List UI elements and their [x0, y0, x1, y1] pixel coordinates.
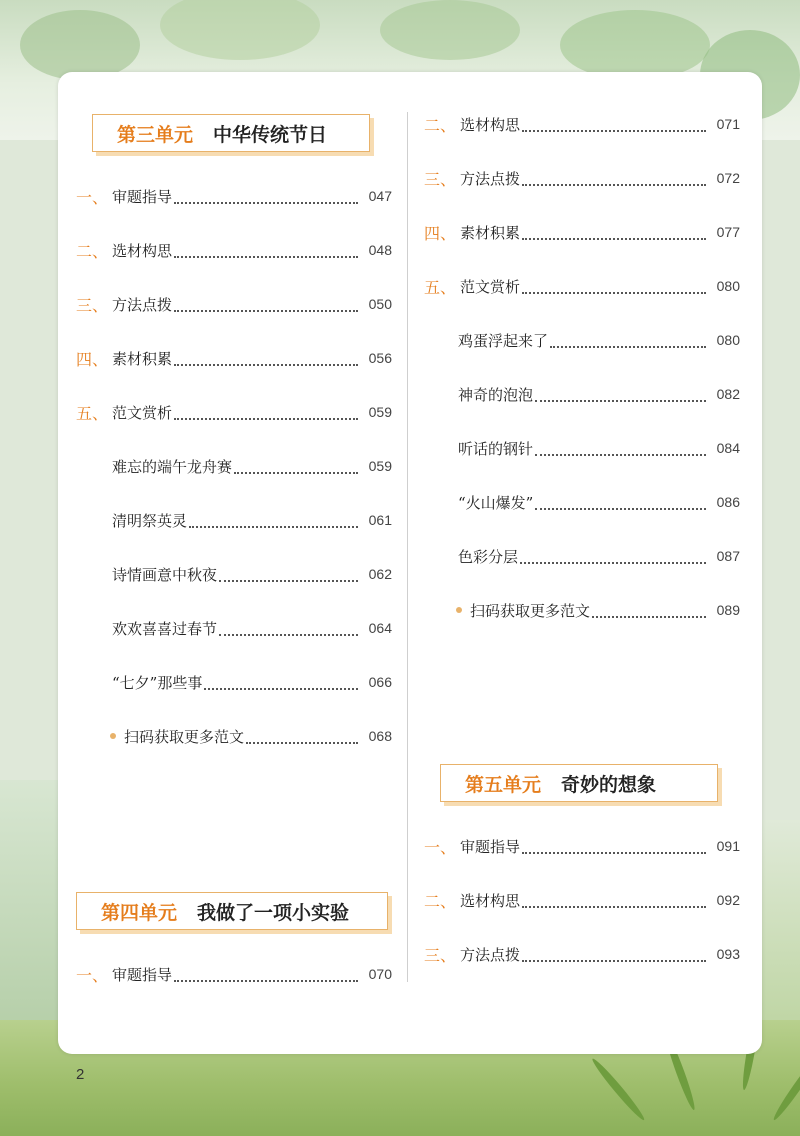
- entry-index: 三、: [76, 295, 109, 315]
- leader-dots: [174, 970, 358, 982]
- entry-label: 诗情画意中秋夜: [112, 565, 218, 584]
- leader-dots: [522, 896, 706, 908]
- leader-dots: [520, 552, 706, 564]
- entry-page: 062: [368, 566, 392, 582]
- entry-page: 071: [716, 116, 740, 132]
- entry-label: 方法点拨: [460, 945, 521, 964]
- toc-entry[interactable]: [424, 166, 740, 190]
- toc-entry[interactable]: [424, 112, 740, 136]
- toc-sub-entry[interactable]: [458, 328, 740, 352]
- leader-dots: [174, 354, 358, 366]
- unit-title: 奇妙的想象: [561, 773, 657, 796]
- toc-entry[interactable]: [424, 220, 740, 244]
- leaf-cluster: [380, 0, 520, 60]
- leader-dots: [204, 678, 358, 690]
- unit-number: 第五单元: [465, 773, 542, 796]
- leader-dots: [189, 516, 358, 528]
- toc-entry[interactable]: [76, 238, 392, 262]
- entry-index: 一、: [76, 965, 109, 985]
- entry-label: 难忘的端午龙舟赛: [112, 457, 233, 476]
- entry-label: 选材构思: [460, 115, 521, 134]
- toc-entry[interactable]: [424, 834, 740, 858]
- bullet-icon: [456, 607, 462, 613]
- entry-page: 089: [716, 602, 740, 618]
- entry-index: 一、: [76, 187, 109, 207]
- toc-sub-entry[interactable]: [112, 454, 392, 478]
- leaf-cluster: [20, 10, 140, 80]
- entry-page: 059: [368, 458, 392, 474]
- toc-sub-entry[interactable]: [458, 436, 740, 460]
- entry-label: 选材构思: [112, 241, 173, 260]
- entry-label: 范文赏析: [460, 277, 521, 296]
- unit-title: 我做了一项小实验: [197, 901, 350, 924]
- entry-page: 080: [716, 332, 740, 348]
- leader-dots: [219, 570, 358, 582]
- unit-number: 第三单元: [117, 123, 194, 146]
- leader-dots: [174, 246, 358, 258]
- toc-sub-entry[interactable]: [458, 382, 740, 406]
- scan-more-link[interactable]: [456, 598, 740, 622]
- entry-index: 一、: [424, 837, 457, 857]
- entry-label: 审题指导: [460, 837, 521, 856]
- leader-dots: [522, 120, 706, 132]
- toc-sub-entry[interactable]: [458, 490, 740, 514]
- entry-page: 091: [716, 838, 740, 854]
- toc-entry[interactable]: [424, 942, 740, 966]
- unit-4-header: [76, 892, 388, 930]
- entry-index: 五、: [424, 277, 457, 297]
- toc-entry[interactable]: [424, 274, 740, 298]
- entry-label: 神奇的泡泡: [458, 385, 534, 404]
- entry-page: 072: [716, 170, 740, 186]
- toc-entry[interactable]: [76, 184, 392, 208]
- entry-index: 四、: [424, 223, 457, 243]
- entry-index: 五、: [76, 403, 109, 423]
- entry-page: 066: [368, 674, 392, 690]
- leader-dots: [522, 228, 706, 240]
- entry-label: “火山爆发”: [458, 493, 534, 512]
- toc-sub-entry[interactable]: [112, 508, 392, 532]
- unit-number: 第四单元: [101, 901, 178, 924]
- unit-3-header: [92, 114, 370, 152]
- entry-page: 048: [368, 242, 392, 258]
- entry-label: 审题指导: [112, 965, 173, 984]
- entry-index: 二、: [76, 241, 109, 261]
- unit-5-header: [440, 764, 718, 802]
- entry-label: 扫码获取更多范文: [470, 601, 591, 620]
- leader-dots: [174, 408, 358, 420]
- leaf-cluster: [560, 10, 710, 80]
- toc-sub-entry[interactable]: [112, 616, 392, 640]
- entry-page: 050: [368, 296, 392, 312]
- entry-label: 选材构思: [460, 891, 521, 910]
- leader-dots: [522, 174, 706, 186]
- toc-entry[interactable]: [424, 888, 740, 912]
- toc-sub-entry[interactable]: [112, 562, 392, 586]
- entry-page: 059: [368, 404, 392, 420]
- leader-dots: [522, 282, 706, 294]
- toc-sub-entry[interactable]: [112, 670, 392, 694]
- entry-page: 086: [716, 494, 740, 510]
- entry-index: 三、: [424, 945, 457, 965]
- entry-page: 064: [368, 620, 392, 636]
- toc-entry[interactable]: [76, 400, 392, 424]
- leader-dots: [550, 336, 706, 348]
- bullet-icon: [110, 733, 116, 739]
- toc-entry[interactable]: [76, 346, 392, 370]
- entry-page: 084: [716, 440, 740, 456]
- leader-dots: [219, 624, 358, 636]
- entry-label: 听话的钢针: [458, 439, 534, 458]
- page-number: 2: [76, 1066, 85, 1083]
- entry-page: 092: [716, 892, 740, 908]
- entry-page: 068: [368, 728, 392, 744]
- entry-index: 二、: [424, 891, 457, 911]
- entry-label: 清明祭英灵: [112, 511, 188, 530]
- entry-label: 鸡蛋浮起来了: [458, 331, 549, 350]
- entry-label: “七夕”那些事: [112, 673, 203, 692]
- scan-more-link[interactable]: [110, 724, 392, 748]
- leader-dots: [522, 950, 706, 962]
- entry-page: 093: [716, 946, 740, 962]
- leader-dots: [592, 606, 706, 618]
- entry-label: 审题指导: [112, 187, 173, 206]
- entry-page: 080: [716, 278, 740, 294]
- entry-page: 047: [368, 188, 392, 204]
- entry-label: 素材积累: [112, 349, 173, 368]
- toc-sub-entry[interactable]: [458, 544, 740, 568]
- entry-label: 欢欢喜喜过春节: [112, 619, 218, 638]
- leader-dots: [174, 192, 358, 204]
- entry-page: 082: [716, 386, 740, 402]
- entry-page: 077: [716, 224, 740, 240]
- entry-index: 三、: [424, 169, 457, 189]
- entry-label: 素材积累: [460, 223, 521, 242]
- toc-entry[interactable]: [76, 962, 392, 986]
- entry-index: 二、: [424, 115, 457, 135]
- entry-label: 范文赏析: [112, 403, 173, 422]
- toc-entry[interactable]: [76, 292, 392, 316]
- leader-dots: [522, 842, 706, 854]
- leader-dots: [535, 498, 706, 510]
- leader-dots: [535, 444, 706, 456]
- entry-label: 扫码获取更多范文: [124, 727, 245, 746]
- leader-dots: [246, 732, 358, 744]
- column-divider: [407, 112, 408, 982]
- entry-label: 方法点拨: [460, 169, 521, 188]
- entry-label: 方法点拨: [112, 295, 173, 314]
- entry-page: 070: [368, 966, 392, 982]
- entry-label: 色彩分层: [458, 547, 519, 566]
- leader-dots: [174, 300, 358, 312]
- entry-page: 056: [368, 350, 392, 366]
- leader-dots: [234, 462, 358, 474]
- unit-title: 中华传统节日: [213, 123, 328, 146]
- entry-page: 087: [716, 548, 740, 564]
- leader-dots: [535, 390, 706, 402]
- entry-index: 四、: [76, 349, 109, 369]
- entry-page: 061: [368, 512, 392, 528]
